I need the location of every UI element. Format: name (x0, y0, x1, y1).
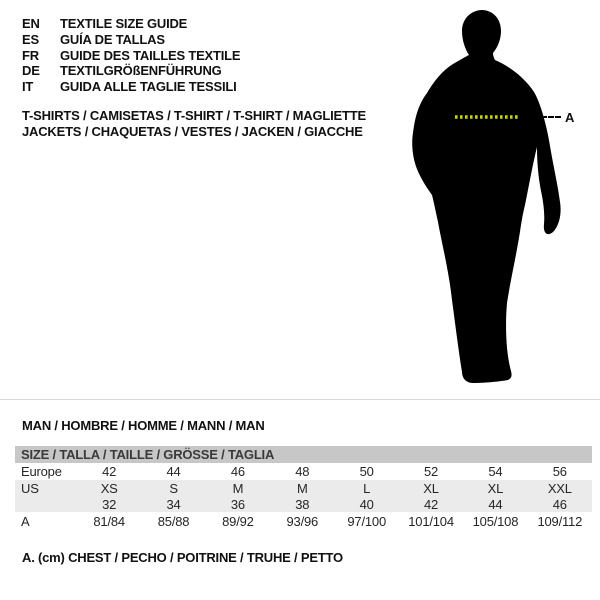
row-label: US (15, 480, 77, 496)
size-value: 44 (463, 496, 527, 512)
size-value: S (141, 480, 205, 496)
language-code: FR (22, 47, 39, 63)
table-row-us-letters (15, 480, 592, 496)
language-row-de (22, 63, 240, 79)
size-value: 34 (141, 496, 205, 512)
language-code: IT (22, 79, 34, 95)
language-title: GUÍA DE TALLAS (60, 31, 165, 47)
language-title: TEXTILE SIZE GUIDE (60, 16, 188, 31)
size-value: 50 (359, 464, 374, 479)
row-label: A (21, 514, 30, 529)
callout-dash-line (541, 116, 561, 118)
size-value: 48 (295, 464, 310, 479)
size-value: 36 (206, 496, 270, 512)
size-value: L (335, 480, 399, 496)
language-title: GUIDE DES TAILLES TEXTILE (60, 47, 241, 63)
garment-categories (22, 108, 366, 139)
language-code: EN (22, 16, 40, 31)
language-row-fr (22, 48, 240, 64)
language-code: ES (22, 31, 39, 47)
measure-footnote: A. (cm) CHEST / PECHO / POITRINE / TRUHE / PETTO (22, 550, 343, 565)
man-silhouette-svg (412, 4, 568, 388)
table-row-europe (15, 463, 592, 480)
size-value: 38 (270, 496, 334, 512)
size-value: 101/104 (408, 514, 454, 529)
size-value: 89/92 (222, 514, 254, 529)
language-title: GUIDA ALLE TAGLIE TESSILI (60, 79, 237, 95)
size-value: 54 (488, 464, 503, 479)
size-value: M (206, 480, 270, 496)
measure-label-a: A (565, 109, 575, 125)
size-value: 85/88 (157, 514, 190, 529)
table-row-chest-cm (15, 512, 592, 531)
size-value: 105/108 (472, 514, 519, 529)
size-value: 46 (528, 496, 592, 512)
size-value: 97/100 (347, 514, 386, 529)
category-tshirts: T-SHIRTS / CAMISETAS / T-SHIRT / T-SHIRT / MAGLIETTE (22, 108, 366, 123)
man-silhouette-figure (412, 4, 568, 388)
row-label (15, 496, 77, 512)
size-value: 93/96 (286, 514, 319, 529)
size-value: XS (77, 480, 141, 496)
size-value: 81/84 (93, 514, 125, 529)
table-row-us-numbers (15, 496, 592, 512)
section-title-man: MAN / HOMBRE / HOMME / MANN / MAN (22, 418, 265, 433)
size-value: XL (399, 480, 463, 496)
size-value: XXL (528, 480, 592, 496)
size-value: 42 (399, 496, 463, 512)
size-value: 40 (335, 496, 399, 512)
size-value: 109/112 (537, 514, 583, 529)
size-value: 42 (102, 464, 117, 479)
language-row-es (22, 32, 240, 48)
language-code: DE (22, 63, 40, 79)
size-value: 46 (230, 464, 245, 479)
size-value: XL (463, 480, 527, 496)
row-label: Europe (21, 464, 62, 479)
language-list (22, 16, 240, 95)
measure-callout-a (541, 108, 574, 126)
size-table (15, 446, 592, 531)
size-value: 52 (424, 464, 439, 479)
size-table-header-row (15, 446, 592, 463)
size-value: M (270, 480, 334, 496)
size-value: 32 (77, 496, 141, 512)
language-row-it (22, 79, 240, 95)
size-table-header: SIZE / TALLA / TAILLE / GRÖSSE / TAGLIA (15, 446, 592, 463)
section-divider (0, 399, 600, 400)
category-jackets: JACKETS / CHAQUETAS / VESTES / JACKEN / GIACCHE (22, 123, 363, 139)
size-value: 56 (552, 464, 567, 479)
language-title: TEXTILGRÖßENFÜHRUNG (60, 63, 222, 79)
language-row-en (22, 16, 240, 32)
man-silhouette-shape (412, 10, 560, 383)
size-value: 44 (166, 464, 181, 479)
